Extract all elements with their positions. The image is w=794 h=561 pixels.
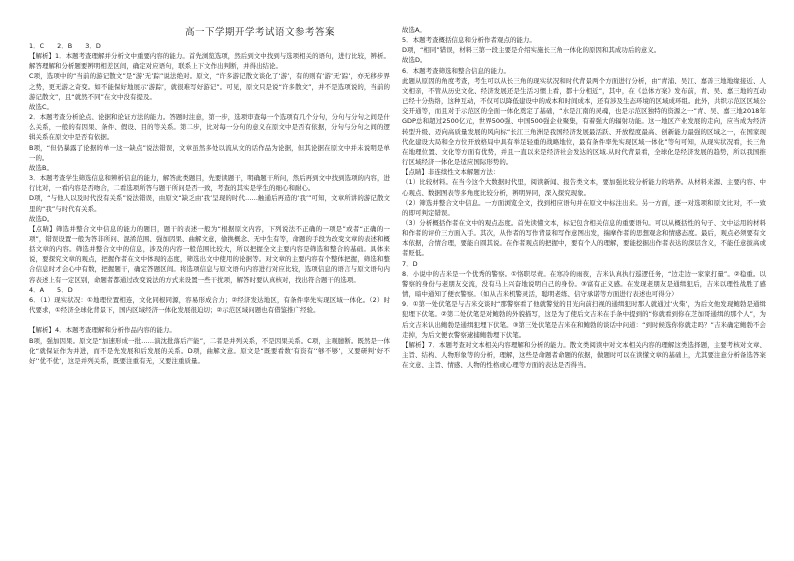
paragraph: D项，“与他人以及时代没有关系”说法错误，由原文“缺乏由‘我’呈现的时代……触通后再造的‘我’”可知，文章所讲的游记散文里的“我”与时代有关系。 [29, 194, 390, 213]
paragraph: C项，选项中的“当前的游记散文”是“游‘无’踪”说法绝对。原文，“许多游记散文谈化了‘游’，有的则有‘游’无‘踪’，亦无移步界之势，更无游之奇变。如不能保好地展示‘游踪’，就很难写好游记”。可见，原文只是说“许多散文”，并不是选项说的，当前的游记散文”，且“就然不同”在文中没有提及。 [29, 72, 390, 101]
paragraph: 6．（1）现实状况：①地理位置相连，文化同根同源，容易形成合力；②经济发达地区，有条件率先实现区域一体化。（2）时代要求，①经济全球化背景下，国内区域经济一体化发展很迫切；②示范区域问题也有借鉴推广经验。 [29, 295, 390, 315]
paragraph: 故选B。 [29, 163, 53, 172]
paragraph: 故选C。 [29, 102, 54, 111]
document-title: 高一下学期开学考试语文参考答案 [184, 27, 335, 38]
paragraph: 故选D。 [29, 214, 54, 223]
paragraph: 7．D [402, 259, 418, 268]
paragraph: 1．C 2．B 3．D [29, 42, 101, 50]
paragraph: 【点睛】筛选并整合文中信息的能力的题目，题干的表述一般为“根据原文内容，下列说法不正确的一项是”或者“正确的一项”，错误设置一般为答非所问、混淆范围、强加因果、曲解文意，偷换概念、无中生有等，命题的手段为改变文章的表述和概括文章的内容。筛选并整合文中的信息，涉及的内容一般范围比较大，所以把握全文主要内容是筛选和整合的基础。具体来说，要探究文章的观点，把握作者在文中体现的态度，筛选出文中使用的论据等。对文章的主要内容有个整体把握，筛选和整合信息时才会心中有数，把握题干，确定答题区间。将选项信息与原文语句内容进行对应比较，选项信息的语言与原文语句内容表述上有一定区别，命题者都通过改变说法的方式来设置一些干扰项，解答时要认真核对，找出符合题干的选项。 [29, 224, 390, 284]
paragraph: 8．小说中的吉米是一个优秀的警察。①恪职尽责。在寒冷的雨夜，吉米认真执行巡逻任务，“边走边一家家打量”。②稳重。以警察的身份与老朋友交流，没有马上兴奋地说明自己的身份。③富有正义感。在发现老朋友是通缉犯后，吉米以理性战胜了感情，暗中通知了便衣警察。（如从吉米机警灵活，聪明老练、信守承诺等方面进行表述也可得分） [402, 269, 766, 299]
paragraph: 故选A。 [402, 26, 426, 34]
paragraph: 【点睛】非连续性文本解题方法： [402, 168, 500, 177]
paragraph: 2．本题考查分析论点、论据和论证方法的能力。答题时注意，第一步，选项审查每一个选项有几个分句，分句与分句之间是什么关系，一般的有因果、条件、假设、目的等关系。第二步，比对每一分句的意义在原文中是否有依据，分句与分句之间的逻辑关系在原文中是否有依据。 [29, 113, 390, 142]
paragraph: 此题从原因的角度考查，考生可以从长三角的现实状况和时代背景两个方面进行分析，由“青浦、吴江、嘉善三地地缘接近、人文相亲，不管从历史文化、经济发展还是生活习惯上看，都十分相近”，其中，在《总体方案》发布前，青、吴、嘉三地的互动已经十分热络，这种互动，不仅可以降低建设中的成本和时间成本，还有涉及生态环境的区域成环组。此外，共织示范区区域公交开通等，而且对于示范区的全面一体化奠定了基础，“水是江南的灵魂，也是示范区独特的资源之一”青、吴、嘉三地2018年GDP总和超过2500亿元，世界500强、中国500强企业聚集，有着强大的辐射功能。这一地区产业发展的走向，应当成为经济转型升级、迈向高质量发展的风向标“长江三角洲是我国经济发展最活跃、开放程度最高、创新能力最强的区域之一，在国家现代化建设大局和全方位开放格局中具有举足轻重的战略地位，最有条件率先实现区域一体化”等句可知，从现实状况看，长三角在地理位置、文化等方面有优势，并且一直以来是经济社会发达的区域.从时代背景看，全球化是经济发展的趋势，所以我国推行区域经济一体化是适应国际形势的。 [402, 76, 766, 167]
paragraph: （2）筛选并整合文中信息。一方面浏览全文，找到相应语句并在原文中标注出来。另一方面，逐一对选项和原文比对，不一致的即可判定错误。 [402, 198, 766, 217]
paragraph: 【解析】7．本题考查对文本相关内容理解和分析的能力。散文类阅读中对文本相关内容的理解这类选择题，主要考核对文章、主旨、结构、人物形象等的分析，理解，这些是命题者命题的依据，做题时可以在读懂文章的基础上，尤其要注意分析备选答案在文意、主旨、情感、人物的性格或心理等方面的表达是否得当。 [402, 340, 766, 370]
paragraph: B项，“但仍暴露了论据的单一这一缺点”说法错误，文章虽然多处以流从文的话作品为论据，但其论据在原文中并未说明是单一的。 [29, 143, 390, 162]
paragraph: （3）分析概括作者在文中的观点态度。首先读懂文本，标记包含相关信息的重要语句。可以从概括性的句子、文中运用的材料和作者的评价三方面入手。其次，从作者的写作背景和写作意图出发，揣摩作者的思想观念和情感态度。最后，观点必须要有文本依据，合情合理，要能自圆其说。在作者观点的把握中，要有个人的理解，要能挖掘出作者表达的深层含义，不能任意拔高或者贬低。 [402, 218, 766, 258]
spacer [29, 315, 390, 325]
paragraph: 4．A 5．D [29, 285, 73, 294]
paragraph: （1）比较材料。在当今这个大数据时代里，阅读新闻、报告类文本，要加强比较分析能力的培养。从材料来源、主要内容、中心观点、数据图表等多角度比较分析，辨明异同，深入探究现象。 [402, 178, 766, 197]
paragraph: 9．①第一处伏笔是与吉米交谈时“那警察看了他就警觉的目光向前扫视的通缉犯时那人就通过‘火柴’，为后文他发现鲍勃是通缉犯埋下伏笔。②第二处伏笔是对鲍勃的外貌描写，这是为了使后文吉米在手条中提到的“你就看到你在芝加哥通缉的那个人”，为后文吉米认出鲍勃是通缉犯埋下伏笔。③第三处伏笔是吉米在和鲍勃的谈话中问道：“到时候选你你就走吗？”吉米确定鲍勃不会走掉，为后文便衣警察逮捕鲍勃埋下伏笔。 [402, 300, 766, 339]
paragraph: 5．本题考查概括信息和分析作者观点的能力。 [402, 36, 536, 45]
paragraph: 3．本题考查学生筛选信息和辨析信息的能力，解答此类题目，先要读题干，明确题干所问，然后再到文中找到选项的内容，进行比对，一看内容是否吻合，二看选项所答与题干所问是否一致，考查的其实是学生的细心和耐心。 [29, 174, 390, 193]
right-column [402, 25, 766, 557]
paragraph: D项，“相同”错误，材料三第一段主要是介绍实施长三角一体化的原因和其成功后的意义。 [402, 46, 661, 55]
paragraph: 【解析】4．本题考查理解和分析作品内容的能力。 [29, 326, 176, 335]
paragraph: 【解析】1．本题考查理解并分析文中重要内容的能力。首先浏览选项，然后到文中找到与选项相关的语句，进行比较，辨析。解答理解和分析题要辨明相差区间，确定对应语句，联系上下文作出判断，并得出结论。 [29, 52, 390, 71]
paragraph: B项，强加因果。原文是“加速形成一批……演沈批落后产能”，二者是并列关系，不是因果关系。C项，主观臆断。既然是一体化“就保证作为并进，而不是先发展和后发展的关系。D项，曲解文意。原文是“既要看数‘有资有’‘够不够’，又要研判‘好不好’‘优不优’，这是并列关系，既要注重有无，又要注重质量。 [29, 336, 390, 365]
paragraph: 6．本题考查筛选和整合信息的能力。 [402, 66, 510, 75]
paragraph: 故选D。 [402, 56, 427, 65]
left-column [29, 41, 390, 557]
